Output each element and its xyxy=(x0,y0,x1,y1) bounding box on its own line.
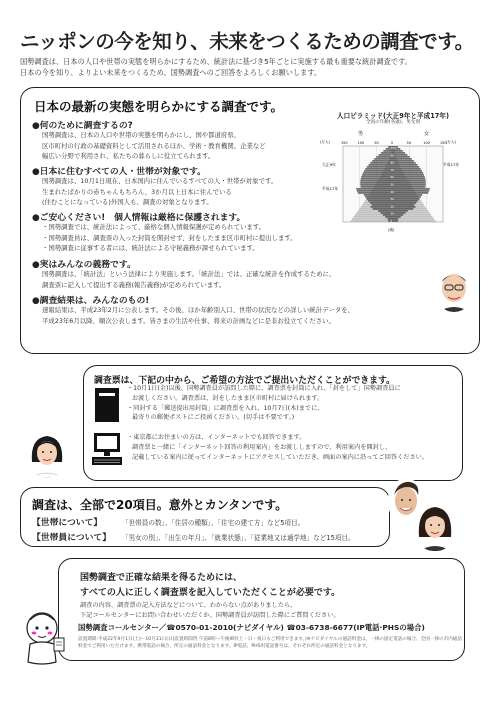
method-line: お渡しください。調査票は、封をしたまま区市町村に届けられます。 xyxy=(132,394,324,402)
section-heading: ●日本に住むすべての人・世帯が対象です。 xyxy=(32,167,206,177)
pyramid-bar xyxy=(393,174,424,176)
section-line: (住むことになっている)外国人も、調査の対象となります。 xyxy=(42,198,213,206)
pyramid-bar xyxy=(390,175,425,180)
section-line: 調査票に記入して提出する義務(報告義務)が定められています。 xyxy=(42,280,226,289)
member-tag: 【世帯員について】 xyxy=(32,533,111,543)
pyramid-bar xyxy=(393,152,405,154)
pyramid-bar xyxy=(393,166,419,168)
pyramid-bar xyxy=(368,200,393,202)
section-line: 国勢調査は、10月1日現在、日本国内に住んでいるすべての人・世帯が対象です。 xyxy=(42,177,278,185)
pyramid-bar xyxy=(393,202,416,204)
household-tag: 【世帯について】 xyxy=(32,518,103,528)
submission-methods-1 xyxy=(127,384,401,423)
pyramid-bar xyxy=(390,160,416,165)
pyramid-bar xyxy=(385,216,393,218)
section-line: 平成23年6月以降、順次公表します。皆さまの生活や仕事、将来の計画などに是非お役立てください。 xyxy=(42,316,335,325)
pyramid-bar xyxy=(358,189,395,194)
pyramid-bar xyxy=(390,197,419,202)
pyramid-subtitle: 全国の年齢(各歳)、男女別 xyxy=(365,120,421,125)
pyramid-bar xyxy=(390,182,426,187)
intro-line: 日本の今を知り、よりよい未来をつくるため、国勢調査へのご回答をよろしくお願いします。 xyxy=(20,68,322,77)
pyramid-bar xyxy=(393,218,434,220)
pyramid-bar xyxy=(390,204,415,209)
era-label-heisei-left: 平成17年 xyxy=(322,186,339,191)
pyramid-bar xyxy=(393,210,408,212)
population-pyramid xyxy=(318,110,468,233)
section-line: 区市町村の行政の基礎資料として活用されるほか、学術・教育機関、企業など xyxy=(42,141,266,150)
age-unit: (歳) xyxy=(388,228,395,232)
pyramid-bar xyxy=(390,189,428,194)
pyramid-tick-label: 150 xyxy=(440,141,447,145)
pyramid-bar xyxy=(393,164,418,166)
method-line: 記載している案内に従ってインターネットにアクセスしていただき、画面の案内に沿ってご回答ください。 xyxy=(132,453,429,461)
section-line: 幅広い分野で利用され、私たちの暮らしに役立てられます。 xyxy=(42,152,215,160)
pyramid-bar xyxy=(393,158,412,160)
pyramid-tick-label: 50 xyxy=(374,141,379,145)
intro-text xyxy=(20,56,480,78)
pyramid-bar xyxy=(365,196,393,198)
submission-heading: 調査票は、下記の中から、ご希望の方法でご提出いただくことができます。 xyxy=(94,376,396,386)
section-line: 速報結果は、平成23年2月に公表します。その後、ほか年齢別人口、世帯の状況などの詳しい統計データを、 xyxy=(42,306,355,314)
pyramid-bar xyxy=(362,174,393,176)
pyramid-bar xyxy=(390,153,407,158)
section-line: ・国勢調査に従事する者には、統計法による守秘義務が課せられています。 xyxy=(42,244,259,252)
pyramid-bar xyxy=(393,156,410,158)
pyramid-bar xyxy=(393,160,414,162)
call-center-heading-line: 国勢調査で正確な結果を得るためには、 xyxy=(80,573,243,583)
pyramid-bar xyxy=(364,194,393,196)
pyramid-bar xyxy=(390,219,398,223)
call-center-numbers: 国勢調査コールセンター／☎0570-01-2010(ナビダイヤル) ☎03-6738-6677(IP電話·PHSの場合) xyxy=(78,623,425,632)
pyramid-bar xyxy=(364,167,395,172)
pyramid-age-label: 70 xyxy=(390,167,395,172)
section-body xyxy=(42,176,277,208)
section-heading: ●何のために調査するの? xyxy=(32,121,133,131)
pyramid-bar xyxy=(393,188,430,190)
section-heading: ●ご安心ください! 個人情報は厳格に保護されます。 xyxy=(32,213,246,223)
section-line: 国勢調査は、日本の人口や世帯の実態を明らかにし、国や都道府県、 xyxy=(42,131,241,139)
call-center-heading-line: すべての人に正しく調査票を記入していただくことが必要です。 xyxy=(80,588,341,598)
left-unit: (万人) xyxy=(320,140,330,144)
pyramid-bar xyxy=(361,176,393,178)
pyramid-bar xyxy=(393,182,426,184)
woman-photo-avatar xyxy=(28,432,66,478)
pyramid-bar xyxy=(363,172,393,174)
pyramid-bar xyxy=(390,204,414,209)
male-label: 男 xyxy=(358,131,364,137)
call-center-fine-print: 設置期間:平成22年9月1日(土)〜10月31日(日)設置時間帯 午前8時〜午後9時(土・日・祝日もご利用できます。)※ナビダイヤルの通話料金は、一律の固定電話の場合、全国一律の市内通話料金でご利用いただけます。携帯電話の場合、所定の通話料金となります。IP電話、PHS用電話番号は、それぞれ所定の通話料金となります。 xyxy=(78,637,462,649)
intro-line: 国勢調査は、日本の人口や世帯の実態を明らかにするため、統計法に基づき5年ごとに実施する最も重要な統計調査です。 xyxy=(20,57,412,66)
pyramid-bar xyxy=(374,158,393,160)
pyramid-bar xyxy=(393,186,425,188)
pyramid-bar xyxy=(393,200,418,202)
method-line: ・10月1日(金)以後、国勢調査員が訪問した際に、調査票を封筒に入れ、「封をして」国勢調査員に xyxy=(127,385,401,392)
pyramid-age-label: 60 xyxy=(390,175,395,180)
pyramid-bar xyxy=(361,186,393,188)
section-line: 国勢調査は、「統計法」という法律により実施します。「統計法」では、正確な統計を作成するために、 xyxy=(42,270,336,278)
pyramid-bar xyxy=(367,166,393,168)
section-heading: ●実はみんなの義務です。 xyxy=(32,260,136,270)
pyramid-bar xyxy=(367,198,393,200)
pyramid-bar xyxy=(393,194,422,196)
survey-items-heading: 調査は、全部で20項目。意外とカンタンです。 xyxy=(32,498,288,512)
pyramid-bar xyxy=(393,172,423,174)
section-body xyxy=(42,305,354,326)
pyramid-bar xyxy=(390,211,403,216)
pyramid-bar xyxy=(350,220,393,222)
pyramid-tick-label: 0 xyxy=(391,141,394,145)
section-line: ・国勢調査では、統計法によって、厳格な個人情報保護が定められています。 xyxy=(42,223,266,231)
young-woman-photo-avatar xyxy=(415,503,455,551)
pyramid-bar xyxy=(393,178,425,180)
pyramid-age-label: 90 xyxy=(390,153,395,158)
section-body xyxy=(42,130,266,162)
pyramid-age-label: 20 xyxy=(390,204,395,209)
pyramid-bar xyxy=(357,190,393,192)
pyramid-bar xyxy=(393,218,398,220)
method-line: 最寄りの郵便ポストにご投函ください。(切手は不要です。) xyxy=(132,414,295,422)
pyramid-tick-label: 150 xyxy=(341,141,348,145)
pyramid-age-label: 30 xyxy=(390,197,395,202)
pyramid-age-label: 100 xyxy=(390,146,396,150)
pyramid-bar xyxy=(390,167,422,172)
pyramid-bar xyxy=(361,178,393,180)
pyramid-tick-label: 100 xyxy=(423,141,430,145)
method-line: 調査票と一緒に「インターネット回答の利用案内」をお渡ししますので、利用案内を開封し、 xyxy=(132,443,392,451)
pyramid-bar xyxy=(393,180,426,182)
female-label: 女 xyxy=(424,131,430,137)
man-photo-avatar xyxy=(434,268,474,312)
pyramid-age-label: 50 xyxy=(390,182,395,187)
section-line: 生まれたばかりの赤ちゃんもちろん、3か月以上日本に住んでいる xyxy=(42,187,232,196)
section-heading: ●調査結果は、みんなのもの! xyxy=(32,296,150,306)
submission-methods-2 xyxy=(127,433,428,462)
pyramid-age-label: 40 xyxy=(390,189,395,194)
pyramid-bar xyxy=(393,150,403,152)
pyramid-bar xyxy=(390,189,429,194)
section-body xyxy=(42,269,335,290)
call-center-body-line: 下記コールセンターにお問い合わせいただくか、国勢調査員が訪問した際にご質問ください。 xyxy=(80,612,340,619)
method-line: ・同封する「郵送提出用封筒」に調査票を入れ、10月7日(木)までに、 xyxy=(127,404,324,412)
pyramid-bar xyxy=(368,164,393,166)
pyramid-age-label: 0 xyxy=(390,219,393,223)
overview-heading: 日本の最新の実態を明らかにする調査です。 xyxy=(34,99,284,114)
era-label-taisho: 大正9年 xyxy=(322,162,336,167)
pyramid-bar xyxy=(360,180,393,182)
member-items: 「男女の別」、「出生の年月」、「就業状態」、「従業地又は通学地」など15項目。 xyxy=(122,534,355,542)
pyramid-bar xyxy=(390,219,436,223)
pyramid-bar xyxy=(356,188,393,190)
method-line: ・東京都にお住まいの方は、インターネットでも回答できます。 xyxy=(127,434,306,441)
pyramid-bar xyxy=(360,184,393,186)
mailbox-icon xyxy=(94,387,120,423)
pyramid-bar xyxy=(390,211,406,216)
pyramid-bar xyxy=(360,182,393,184)
page-title: ニッポンの今を知り、未来をつくるための調査です。 xyxy=(20,30,474,53)
mascot-character-icon xyxy=(20,608,68,670)
section-line: ・国勢調査員は、調査票の入った封筒を開封せず、封をしたまま区市町村に提出します。 xyxy=(42,233,297,242)
pyramid-bar xyxy=(393,216,401,218)
pyramid-age-label: 80 xyxy=(390,160,395,165)
pyramid-bar xyxy=(352,218,393,220)
pyramid-tick-label: 50 xyxy=(406,141,411,145)
pyramid-bar xyxy=(365,168,393,170)
era-label-heisei-right: 平成17年 xyxy=(443,162,460,167)
right-unit: (万人) xyxy=(446,140,456,144)
call-center-body-line: 調査の内容、調査票の記入方法などについて、わからない点がありましたら、 xyxy=(80,602,297,609)
pyramid-bar xyxy=(393,208,413,210)
pyramid-bar xyxy=(390,167,421,172)
pyramid-bar xyxy=(393,196,421,198)
pyramid-title: 人口ピラミッド(大正9年と平成17年) xyxy=(337,112,449,120)
pyramid-tick-label: 100 xyxy=(357,141,365,145)
section-body xyxy=(42,222,297,254)
household-items: 「世帯員の数」、「住居の種類」、「住宅の建て方」など5項目。 xyxy=(122,519,305,527)
pyramid-age-label: 10 xyxy=(390,211,395,216)
pyramid-bar xyxy=(383,150,393,152)
computer-icon xyxy=(91,432,123,466)
